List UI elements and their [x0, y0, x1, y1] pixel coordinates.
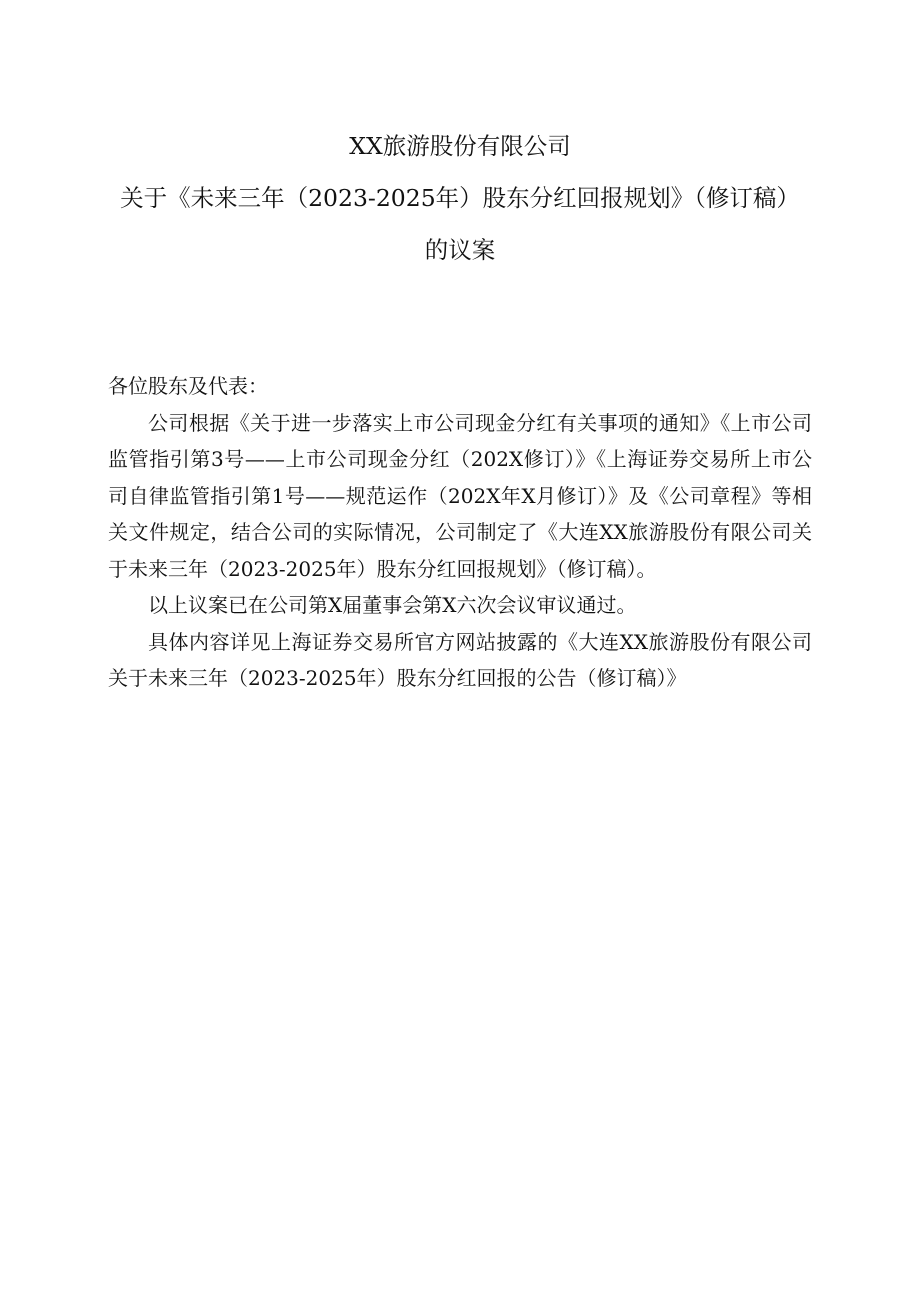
document-title [108, 120, 812, 276]
title-subject: 关于《未来三年（2023-2025年）股东分红回报规划》（修订稿） [120, 184, 800, 212]
title-company: XX旅游股份有限公司 [349, 132, 571, 160]
paragraph-approval: 以上议案已在公司第X届董事会第X六次会议审议通过。 [148, 593, 637, 617]
paragraph-disclosure: 具体内容详见上海证券交易所官方网站披露的《大连XX旅游股份有限公司关于未来三年（2023-2025年）股东分红回报的公告（修订稿）》 [108, 629, 812, 690]
title-suffix: 的议案 [424, 236, 496, 264]
salutation: 各位股东及代表： [108, 374, 268, 398]
paragraph-basis: 公司根据《关于进一步落实上市公司现金分红有关事项的通知》《上市公司监管指引第3号——上市公司现金分红（202X修订）》《上海证券交易所上市公司自律监管指引第1号——规范运作（202X年X月修订）》及《公司章程》等相关文件规定，结合公司的实际情况，公司制定了《大连XX旅游股份有限公司关于未来三年（2023-2025年）股东分红回报规划》（修订稿）。 [108, 410, 812, 581]
document-body [108, 368, 812, 697]
